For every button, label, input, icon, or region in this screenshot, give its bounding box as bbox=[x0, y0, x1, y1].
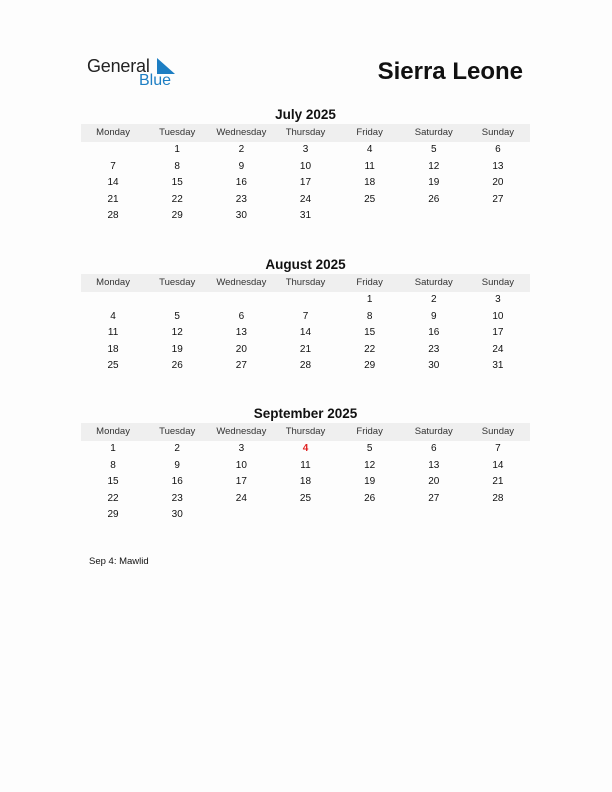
day-cell: 15 bbox=[364, 327, 376, 338]
month-title: July 2025 bbox=[275, 107, 336, 122]
holiday-note: Sep 4: Mawlid bbox=[89, 556, 149, 567]
day-cell: 11 bbox=[300, 459, 311, 471]
day-cell: 15 bbox=[171, 177, 183, 188]
week-row bbox=[81, 342, 530, 359]
weekday-label: Tuesday bbox=[159, 277, 196, 288]
empty-day-cell bbox=[145, 292, 209, 309]
day-cell: 2 bbox=[174, 443, 180, 454]
weekday-header bbox=[81, 274, 530, 292]
holiday-notes bbox=[89, 556, 149, 567]
weekday-label: Wednesday bbox=[216, 426, 267, 437]
week-row bbox=[81, 474, 530, 491]
month-title: September 2025 bbox=[253, 406, 358, 421]
day-cell: 20 bbox=[428, 476, 440, 487]
day-cell: 1 bbox=[366, 294, 373, 305]
day-cell: 16 bbox=[428, 327, 440, 338]
day-cell: 8 bbox=[366, 310, 373, 322]
day-cell: 22 bbox=[364, 343, 376, 355]
weekday-header bbox=[81, 423, 530, 441]
empty-day-cell bbox=[273, 292, 337, 309]
day-cell: 23 bbox=[235, 193, 247, 205]
day-cell: 5 bbox=[430, 144, 437, 155]
day-cell: 20 bbox=[492, 177, 504, 188]
day-cell: 11 bbox=[364, 160, 375, 172]
day-cell: 6 bbox=[430, 443, 437, 454]
day-cell: 31 bbox=[299, 210, 312, 221]
day-cell: 15 bbox=[107, 476, 119, 487]
empty-day-cell bbox=[402, 507, 466, 524]
day-cell: 1 bbox=[174, 144, 180, 155]
week-row bbox=[81, 491, 530, 508]
day-cell: 12 bbox=[171, 327, 183, 338]
day-cell: 3 bbox=[302, 144, 309, 155]
day-cell: 2 bbox=[430, 294, 437, 305]
logo-blue-text: Blue bbox=[139, 72, 172, 89]
week-row bbox=[81, 208, 530, 225]
empty-day-cell bbox=[338, 507, 402, 524]
weekday-label: Friday bbox=[356, 277, 383, 288]
day-cell: 19 bbox=[171, 343, 183, 355]
empty-day-cell bbox=[402, 208, 466, 225]
weekday-header bbox=[81, 124, 530, 142]
week-row bbox=[81, 441, 530, 458]
day-cell: 25 bbox=[107, 360, 119, 371]
day-cell: 24 bbox=[299, 193, 312, 205]
day-cell: 9 bbox=[238, 160, 245, 172]
empty-day-cell bbox=[81, 142, 145, 159]
day-cell: 29 bbox=[364, 360, 376, 371]
holiday-day-cell: 4 bbox=[302, 443, 309, 454]
day-cell: 13 bbox=[235, 327, 247, 338]
day-cell: 24 bbox=[492, 343, 504, 355]
day-cell: 29 bbox=[171, 210, 183, 221]
day-cell: 3 bbox=[238, 443, 245, 454]
day-cell: 4 bbox=[110, 310, 116, 322]
day-cell: 25 bbox=[299, 492, 312, 504]
empty-day-cell bbox=[209, 507, 273, 524]
day-cell: 21 bbox=[492, 476, 504, 487]
week-row bbox=[81, 175, 530, 192]
day-cell: 23 bbox=[171, 492, 183, 504]
day-cell: 17 bbox=[492, 327, 504, 338]
day-cell: 25 bbox=[364, 193, 376, 205]
day-cell: 14 bbox=[299, 327, 312, 338]
weekday-label: Saturday bbox=[414, 127, 453, 138]
weekday-label: Monday bbox=[96, 127, 130, 138]
week-row bbox=[81, 507, 530, 524]
day-cell: 24 bbox=[235, 492, 247, 504]
week-row bbox=[81, 142, 530, 159]
day-cell: 8 bbox=[174, 160, 180, 172]
month-calendar bbox=[81, 405, 530, 524]
day-cell: 2 bbox=[238, 144, 245, 155]
day-cell: 9 bbox=[430, 310, 437, 322]
day-cell: 29 bbox=[107, 509, 119, 520]
day-cell: 14 bbox=[107, 177, 119, 188]
weekday-label: Thursday bbox=[285, 277, 326, 288]
day-cell: 28 bbox=[492, 492, 504, 504]
day-cell: 8 bbox=[110, 459, 116, 471]
weekday-label: Tuesday bbox=[159, 127, 196, 138]
day-cell: 30 bbox=[428, 360, 440, 371]
day-cell: 13 bbox=[428, 459, 440, 471]
week-row bbox=[81, 325, 530, 342]
day-cell: 26 bbox=[364, 492, 376, 504]
day-cell: 19 bbox=[428, 177, 440, 188]
day-cell: 30 bbox=[235, 210, 247, 221]
weekday-label: Saturday bbox=[414, 277, 453, 288]
week-row bbox=[81, 192, 530, 209]
week-row bbox=[81, 358, 530, 375]
day-cell: 19 bbox=[364, 476, 376, 487]
day-cell: 26 bbox=[428, 193, 440, 205]
empty-day-cell bbox=[81, 292, 145, 309]
weekday-label: Sunday bbox=[481, 426, 515, 437]
day-cell: 5 bbox=[174, 310, 180, 322]
weekday-label: Saturday bbox=[414, 426, 453, 437]
weekday-label: Monday bbox=[96, 277, 130, 288]
week-row bbox=[81, 292, 530, 309]
empty-day-cell bbox=[273, 507, 337, 524]
empty-day-cell bbox=[338, 208, 402, 225]
generalblue-logo bbox=[87, 56, 187, 92]
day-cell: 6 bbox=[238, 310, 245, 322]
day-cell: 27 bbox=[492, 193, 504, 205]
day-cell: 31 bbox=[492, 360, 504, 371]
day-cell: 27 bbox=[235, 360, 247, 371]
day-cell: 7 bbox=[110, 160, 116, 172]
day-cell: 26 bbox=[171, 360, 183, 371]
month-title: August 2025 bbox=[265, 257, 346, 272]
day-cell: 9 bbox=[174, 459, 180, 471]
day-cell: 28 bbox=[107, 210, 119, 221]
empty-day-cell bbox=[466, 507, 530, 524]
logo-general-text: General bbox=[87, 56, 150, 76]
day-cell: 18 bbox=[299, 476, 312, 487]
day-cell: 14 bbox=[492, 459, 504, 471]
day-cell: 23 bbox=[428, 343, 440, 355]
day-cell: 22 bbox=[171, 193, 183, 205]
day-cell: 12 bbox=[428, 160, 440, 172]
weekday-label: Sunday bbox=[481, 127, 515, 138]
day-cell: 7 bbox=[302, 310, 309, 322]
month-calendar bbox=[81, 106, 530, 225]
day-cell: 10 bbox=[492, 310, 504, 322]
weekday-label: Thursday bbox=[285, 426, 326, 437]
day-cell: 5 bbox=[366, 443, 373, 454]
day-cell: 20 bbox=[235, 343, 247, 355]
day-cell: 10 bbox=[235, 459, 247, 471]
day-cell: 17 bbox=[235, 476, 247, 487]
day-cell: 13 bbox=[492, 160, 504, 172]
country-title: Sierra Leone bbox=[377, 58, 523, 85]
empty-day-cell bbox=[209, 292, 273, 309]
day-cell: 6 bbox=[495, 144, 501, 155]
weekday-label: Sunday bbox=[481, 277, 515, 288]
day-cell: 18 bbox=[364, 177, 376, 188]
day-cell: 10 bbox=[299, 160, 312, 172]
day-cell: 7 bbox=[495, 443, 501, 454]
month-calendar bbox=[81, 256, 530, 375]
day-cell: 12 bbox=[364, 459, 376, 471]
day-cell: 28 bbox=[299, 360, 312, 371]
day-cell: 4 bbox=[366, 144, 373, 155]
weekday-label: Tuesday bbox=[159, 426, 196, 437]
day-cell: 18 bbox=[107, 343, 119, 355]
week-row bbox=[81, 159, 530, 176]
day-cell: 21 bbox=[107, 193, 119, 205]
week-row bbox=[81, 458, 530, 475]
day-cell: 11 bbox=[107, 327, 119, 338]
day-cell: 30 bbox=[171, 509, 183, 520]
weekday-label: Wednesday bbox=[216, 277, 267, 288]
day-cell: 22 bbox=[107, 492, 119, 504]
empty-day-cell bbox=[466, 208, 530, 225]
week-row bbox=[81, 309, 530, 326]
weekday-label: Monday bbox=[96, 426, 130, 437]
day-cell: 21 bbox=[299, 343, 312, 355]
weekday-label: Thursday bbox=[285, 127, 326, 138]
day-cell: 3 bbox=[495, 294, 501, 305]
weekday-label: Friday bbox=[356, 426, 383, 437]
day-cell: 16 bbox=[171, 476, 183, 487]
weekday-label: Friday bbox=[356, 127, 383, 138]
day-cell: 27 bbox=[428, 492, 440, 504]
day-cell: 17 bbox=[299, 177, 312, 188]
weekday-label: Wednesday bbox=[216, 127, 267, 138]
day-cell: 1 bbox=[110, 443, 116, 454]
day-cell: 16 bbox=[235, 177, 247, 188]
